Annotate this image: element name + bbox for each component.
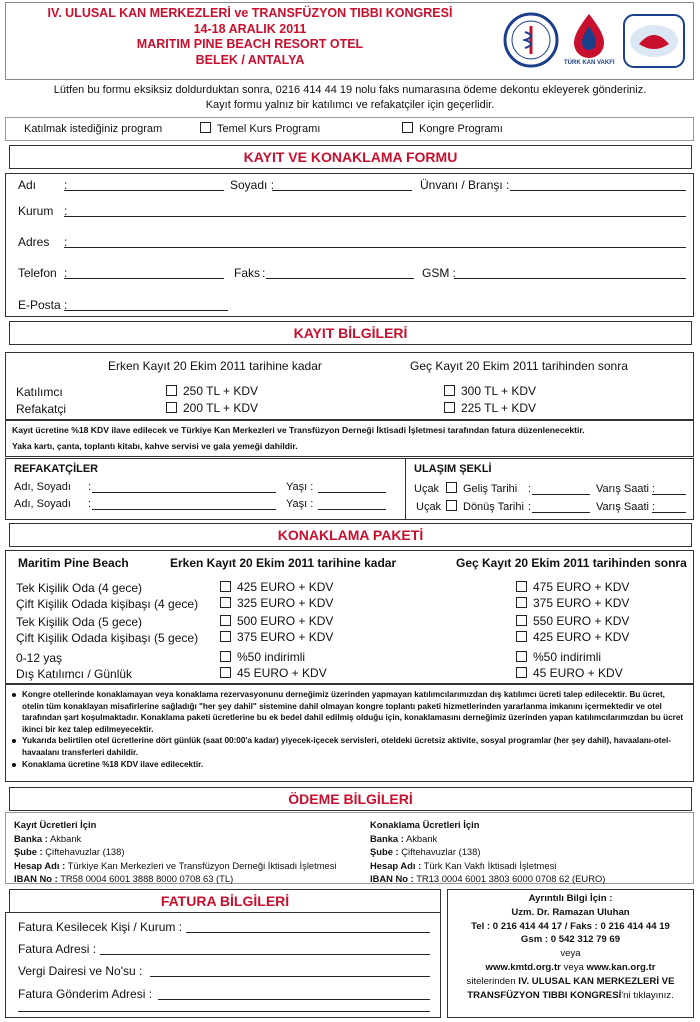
registration-form-header: KAYIT VE KONAKLAMA FORMU <box>9 145 692 169</box>
pay-left-branch-label: Şube : <box>14 846 43 857</box>
reg-participant-label: Katılımcı <box>16 385 63 399</box>
invoice-issued-to-label: Fatura Kesilecek Kişi / Kurum : <box>18 920 183 934</box>
program-option-congress[interactable] <box>402 122 503 135</box>
title-line-4: BELEK / ANTALYA <box>195 52 305 67</box>
pay-left-bank-label: Banka : <box>14 832 48 844</box>
reg-early-heading: Erken Kayıt 20 Ekim 2011 tarihine kadar <box>108 359 322 373</box>
acc-row-2-early[interactable] <box>220 596 333 610</box>
departure-date-input[interactable] <box>532 512 590 513</box>
acc-row-6-early[interactable] <box>220 666 327 680</box>
checkbox-arrival[interactable] <box>446 482 457 493</box>
program-label: Katılmak istediğiniz program <box>24 123 163 135</box>
registration-info-header: KAYIT BİLGİLERİ <box>9 321 692 345</box>
reg-companion-early-price: 200 TL + KDV <box>183 401 259 415</box>
invoice-header: FATURA BİLGİLERİ <box>9 889 441 913</box>
institution-colon: : <box>64 204 68 218</box>
invoice-send-address-input[interactable] <box>158 999 430 1000</box>
address-colon: : <box>64 235 68 249</box>
checkbox-acc-4-late[interactable] <box>516 631 527 642</box>
contact-telfax: Tel : 0 216 414 44 17 / Faks : 0 216 414 44 19 <box>471 920 670 932</box>
acc-row-2-label: Çift Kişilik Odada kişibaşı (4 gece) <box>16 597 199 611</box>
contact-pre: sitelerinden <box>466 975 516 987</box>
checkbox-acc-1-early[interactable] <box>220 581 231 592</box>
turk-kan-vakfi-logo <box>564 10 615 70</box>
pay-right-branch-label: Şube : <box>370 846 399 857</box>
companion-1-age-input[interactable] <box>318 492 386 493</box>
payment-right <box>370 818 605 886</box>
reg-participant-early[interactable] <box>166 384 258 398</box>
reg-companion-label: Refakatçi <box>16 402 67 416</box>
title-label: Ünvanı / Branşı : <box>420 178 510 192</box>
contact-or-2: veya <box>563 961 584 973</box>
arrival-date-input[interactable] <box>532 494 590 495</box>
contact-congress: IV. ULUSAL KAN MERKEZLERİ VE TRANSFÜZYON TIBBI KONGRESİ <box>467 975 675 1001</box>
intro-text-1: Lütfen bu formu eksiksiz doldurduktan sonra, 0216 414 44 19 nolu faks numarasına ödeme dekontu ekleyerek gönderiniz. <box>53 84 647 96</box>
contact-info <box>449 892 692 1002</box>
institution-label: Kurum <box>18 204 54 218</box>
acc-row-6-late-price: 45 EURO + KDV <box>533 666 623 680</box>
name-label: Adı <box>18 178 37 192</box>
fax-colon: : <box>262 266 266 280</box>
surname-label: Soyadı : <box>230 178 275 192</box>
departure-label: Dönüş Tarihi <box>463 501 524 513</box>
intro-text-2: Kayıt formu yalnız bir katılımcı ve refakatçiler için geçerlidir. <box>205 99 495 111</box>
acc-late-heading: Geç Kayıt 20 Ekim 2011 tarihinden sonra <box>456 556 687 570</box>
invoice-send-address-label: Fatura Gönderim Adresi : <box>18 987 153 1001</box>
acc-row-5-early[interactable] <box>220 650 305 664</box>
contact-title: Ayrıntılı Bilgi İçin : <box>528 893 613 904</box>
arrival-label: Geliş Tarihi <box>463 483 518 495</box>
acc-note-3: Konaklama ücretine %18 KDV ilave edilecektir. <box>12 759 688 771</box>
pay-left-iban-label: IBAN No : <box>14 873 58 884</box>
acc-row-1-late[interactable] <box>516 580 629 594</box>
pay-right-bank-label: Banka : <box>370 832 404 844</box>
acc-row-3-early-price: 500 EURO + KDV <box>237 614 334 628</box>
checkbox-acc-6-late[interactable] <box>516 667 527 678</box>
title-input[interactable] <box>510 190 686 191</box>
kan-website-link[interactable]: www.kan.org.tr <box>586 961 656 973</box>
payment-header: ÖDEME BİLGİLERİ <box>9 787 692 811</box>
address-input[interactable] <box>64 247 686 248</box>
invoice-address-label: Fatura Adresi : <box>18 942 97 956</box>
acc-row-1-early[interactable] <box>220 580 333 594</box>
checkbox-acc-2-late[interactable] <box>516 597 527 608</box>
pay-left-title: Kayıt Ücretleri İçin <box>14 819 97 830</box>
checkbox-reg-participant-early[interactable] <box>166 385 177 396</box>
checkbox-reg-participant-late[interactable] <box>444 385 455 396</box>
header-title <box>30 6 470 68</box>
name-input[interactable] <box>64 190 224 191</box>
pay-left-bank: Akbank <box>49 832 82 844</box>
acc-row-1-early-price: 425 EURO + KDV <box>237 580 334 594</box>
departure-time-label: Varış Saati : <box>596 501 656 513</box>
checkbox-acc-4-early[interactable] <box>220 631 231 642</box>
acc-note-1: Kongre otellerinde konaklamayan veya konaklama rezervasyonunu derneğimiz üzerinden yapmayan katılımcılarımızdan dış katılımcı ücreti talep edilecektir. Bu ücret, otelin tüm konaklayan misafirlerine sağladığı "her şey dahil" sistemine dahil olmayan kongre toplantı paketi hizmetlerinden yararlanma imkanını içermektedir ve otel tarafından şart koşulmaktadır. Konaklama paketi ücretlerine bu ek bedel dahil edilmiş olduğu için, konaklamasını derneğimiz üzerinden yapan katılımcılarımızdan bu ücret ikinci bir kez talep edilmeyecektir. <box>12 689 688 735</box>
acc-row-4-early[interactable] <box>220 630 333 644</box>
acc-row-1-late-price: 475 EURO + KDV <box>533 580 630 594</box>
reg-participant-late[interactable] <box>444 384 536 398</box>
contact-or: veya <box>560 948 581 960</box>
acc-row-5-late-price: %50 indirimli <box>533 650 602 664</box>
acc-row-2-early-price: 325 EURO + KDV <box>237 596 334 610</box>
kmtd-website-link[interactable]: www.kmtd.org.tr <box>485 961 561 973</box>
invoice-address-input[interactable] <box>100 954 430 955</box>
acc-row-3-label: Tek Kişilik Oda (5 gece) <box>16 615 143 629</box>
title-line-1: IV. ULUSAL KAN MERKEZLERİ ve TRANSFÜZYON TIBBI KONGRESİ <box>47 6 453 20</box>
phone-input[interactable] <box>64 278 224 279</box>
acc-row-6-label: Dış Katılımcı / Günlük <box>16 667 133 681</box>
pay-right-iban: TR13 0004 6001 3803 6000 0708 62 (EURO) <box>416 873 606 884</box>
companion-2-label: Adı, Soyadı <box>14 498 71 510</box>
email-input[interactable] <box>64 310 228 311</box>
checkbox-acc-6-early[interactable] <box>220 667 231 678</box>
surname-input[interactable] <box>272 190 412 191</box>
checkbox-reg-companion-early[interactable] <box>166 402 177 413</box>
companion-2-age-label: Yaşı : <box>286 498 314 510</box>
companion-1-colon: : <box>88 481 92 493</box>
phone-colon: : <box>64 266 68 280</box>
companion-1-age-label: Yaşı : <box>286 481 314 493</box>
plane-arrival-label: Uçak <box>414 483 440 495</box>
address-label: Adres <box>18 235 50 249</box>
acc-row-3-late-price: 550 EURO + KDV <box>533 614 630 628</box>
companion-2-colon: : <box>88 498 92 510</box>
reg-companion-early[interactable] <box>166 401 258 415</box>
pay-left-account: Türkiye Kan Merkezleri ve Transfüzyon Derneği İktisadi İşletmesi <box>67 859 337 871</box>
pay-right-bank: Akbank <box>405 832 438 844</box>
pay-left-iban: TR58 0004 6001 3888 8000 0708 63 (TL) <box>60 873 234 884</box>
acc-row-6-early-price: 45 EURO + KDV <box>237 666 327 680</box>
checkbox-acc-2-early[interactable] <box>220 597 231 608</box>
pay-right-iban-label: IBAN No : <box>370 873 414 884</box>
arrival-option[interactable] <box>446 482 517 495</box>
companions-title: REFAKATÇİLER <box>14 463 99 475</box>
reg-companion-late-price: 225 TL + KDV <box>461 401 537 415</box>
acc-row-1-label: Tek Kişilik Oda (4 gece) <box>16 581 143 595</box>
acc-hotel: Maritim Pine Beach <box>18 556 129 570</box>
kan-merkezleri-dernegi-logo <box>623 14 685 68</box>
arrival-colon: : <box>528 483 532 495</box>
departure-time-input[interactable] <box>652 512 686 513</box>
plane-departure-label: Uçak <box>416 501 442 513</box>
contact-gsm: Gsm : 0 542 312 79 69 <box>520 934 621 946</box>
gsm-label: GSM : <box>422 266 457 280</box>
reg-note-2: Yaka kartı, çanta, toplantı kitabı, kahve servisi ve gala yemeği dahildir. <box>12 441 298 451</box>
acc-note-2: Yukarıda belirtilen otel ücretlerine dört günlük (saat 00:00'a kadar) yiyecek-içecek servisleri, oteldeki ücretsiz aktivite, sosyal programlar (her şey dahil), havaalanı-otel-havaalanı transferleri dahildir. <box>12 735 688 758</box>
companion-2-age-input[interactable] <box>318 509 386 510</box>
name-colon: : <box>64 178 68 192</box>
reg-participant-late-price: 300 TL + KDV <box>461 384 537 398</box>
acc-row-2-late[interactable] <box>516 596 629 610</box>
arrival-time-label: Varış Saati : <box>596 483 656 495</box>
gsm-input[interactable] <box>454 278 686 279</box>
reg-note-1: Kayıt ücretine %18 KDV ilave edilecek ve Türkiye Kan Merkezleri ve Transfüzyon Derneği İktisadi İşletmesi tarafından fatura düzenlenecektir. <box>12 425 585 435</box>
arrival-time-input[interactable] <box>652 494 686 495</box>
program-option-basic[interactable] <box>200 122 320 135</box>
acc-row-4-late-price: 425 EURO + KDV <box>533 630 630 644</box>
companion-1-label: Adı, Soyadı <box>14 481 71 493</box>
acc-row-2-late-price: 375 EURO + KDV <box>533 596 630 610</box>
reg-late-heading: Geç Kayıt 20 Ekim 2011 tarihinden sonra <box>410 359 628 373</box>
companion-1-name-input[interactable] <box>92 492 276 493</box>
checkbox-congress[interactable] <box>402 122 413 133</box>
acc-row-6-late[interactable] <box>516 666 623 680</box>
invoice-tax-label: Vergi Dairesi ve No'su : <box>18 964 143 978</box>
acc-row-3-late[interactable] <box>516 614 629 628</box>
pay-left-account-label: Hesap Adı : <box>14 859 66 871</box>
pay-right-account-label: Hesap Adı : <box>370 859 422 871</box>
title-line-2: 14-18 ARALIK 2011 <box>193 21 307 36</box>
accommodation-notes <box>12 689 688 770</box>
reg-participant-early-price: 250 TL + KDV <box>183 384 259 398</box>
accommodation-header: KONAKLAMA PAKETİ <box>9 523 692 547</box>
invoice-send-address-input-2[interactable] <box>18 1011 430 1012</box>
fax-label: Faks <box>234 266 261 280</box>
pay-right-account: Türk Kan Vakfı İktisadi İşletmesi <box>423 859 557 871</box>
checkbox-acc-5-late[interactable] <box>516 651 527 662</box>
email-label: E-Posta : <box>18 298 68 312</box>
checkbox-acc-3-early[interactable] <box>220 615 231 626</box>
pay-left-branch: Çiftehavuzlar (138) <box>45 846 125 857</box>
congress-label: Kongre Programı <box>419 123 503 135</box>
acc-row-5-early-price: %50 indirimli <box>237 650 306 664</box>
acc-row-3-early[interactable] <box>220 614 333 628</box>
invoice-issued-to-input[interactable] <box>186 932 430 933</box>
payment-left <box>14 818 337 886</box>
checkbox-acc-5-early[interactable] <box>220 651 231 662</box>
reg-companion-late[interactable] <box>444 401 536 415</box>
contact-person: Uzm. Dr. Ramazan Uluhan <box>511 906 630 918</box>
checkbox-reg-companion-late[interactable] <box>444 402 455 413</box>
departure-option[interactable] <box>446 500 524 513</box>
departure-colon: : <box>528 501 532 513</box>
basic-course-label: Temel Kurs Programı <box>217 123 321 135</box>
companion-2-name-input[interactable] <box>92 509 276 510</box>
personal-info-box <box>5 173 694 317</box>
pay-right-title: Konaklama Ücretleri İçin <box>370 819 480 830</box>
institution-input[interactable] <box>64 216 686 217</box>
pay-right-branch: Çiftehavuzlar (138) <box>401 846 481 857</box>
fax-input[interactable] <box>266 278 414 279</box>
title-line-3: MARITIM PINE BEACH RESORT OTEL <box>136 37 364 51</box>
acc-row-4-label: Çift Kişilik Odada kişibaşı (5 gece) <box>16 631 199 645</box>
invoice-tax-input[interactable] <box>150 976 430 977</box>
checkbox-acc-1-late[interactable] <box>516 581 527 592</box>
checkbox-basic-course[interactable] <box>200 122 211 133</box>
acc-row-5-label: 0-12 yaş <box>16 651 63 665</box>
acc-early-heading: Erken Kayıt 20 Ekim 2011 tarihine kadar <box>170 556 397 570</box>
checkbox-departure[interactable] <box>446 500 457 511</box>
acc-row-4-late[interactable] <box>516 630 629 644</box>
phone-label: Telefon <box>18 266 57 280</box>
turk-kan-vakfi-label: TÜRK KAN VAKFI <box>564 60 615 66</box>
transport-title: ULAŞIM ŞEKLİ <box>414 463 492 475</box>
acc-row-4-early-price: 375 EURO + KDV <box>237 630 334 644</box>
contact-post: 'ni tıklayınız. <box>621 989 674 1001</box>
acc-row-5-late[interactable] <box>516 650 601 664</box>
health-ministry-logo <box>503 12 559 68</box>
checkbox-acc-3-late[interactable] <box>516 615 527 626</box>
